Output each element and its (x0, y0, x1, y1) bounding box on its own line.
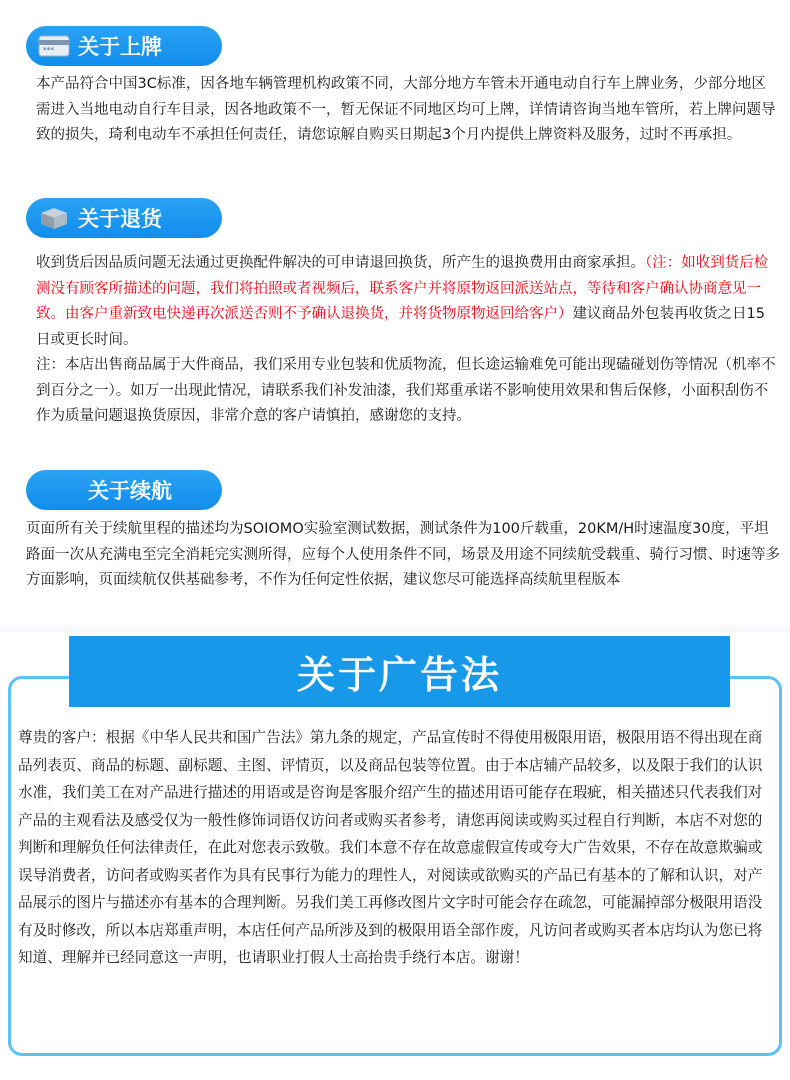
registration-paragraph: 本产品符合中国3C标准，因各地车辆管理机构政策不同，大部分地方车管未开通电动自行车上牌业务，少部分地区需进入当地电动自行车目录，因各地政策不一，暂无保证不同地区均可上牌，详情请咨询当地车管所，若上牌问题导致的损失，琦利电动车不承担任何责任，请您谅解自购买日期起3个月内提供上牌资料及服务，过时不再承担。 (36, 76, 776, 143)
id-card-icon (38, 34, 70, 58)
registration-title: 关于上牌 (78, 35, 162, 59)
package-box-icon (38, 206, 70, 230)
returns-body (36, 251, 776, 430)
ad-law-paragraph: 尊贵的客户：根据《中华人民共和国广告法》第九条的规定，产品宣传时不得使用极限用语，极限用语不得出现在商品列表页、商品的标题、副标题、主图、评情页，以及商品包装等位置。由于本店辅产品较多，以及限于我们的认识水准，我们美工在对产品进行描述的用语或是咨询是客服介绍产生的描述用语可能存在瑕疵，相关描述只代表我们对产品的主观看法及感受仅为一般性修饰词语仅访问者或购买者参考，请您再阅读或购买过程自行判断，本店不对您的判断和理解负任何法律责任，在此对您表示致敬。我们本意不存在故意虚假宣传或夸大广告效果，不存在故意欺骗或误导消费者，访问者或购买者作为具有民事行为能力的理性人，对阅读或欲购买的产品已有基本的了解和认识，对产品展示的图片与描述亦有基本的合理判断。另我们美工再修改图片文字时可能会存在疏忽，可能漏掉部分极限用语没有及时修改，所以本店郑重声明，本店任何产品所涉及到的极限用语全部作废，凡访问者或购买者本店均认为您已将知道、理解并已经同意这一声明，也请职业打假人士高抬贵手绕行本店。谢谢！ (18, 729, 763, 966)
range-body (26, 517, 782, 594)
returns-packaging-note: 注：本店出售商品属于大件商品，我们采用专业包装和优质物流，但长途运输难免可能出现磕碰划伤等情况（机率不到百分之一）。如万一出现此情况，请联系我们补发油漆，我们郑重承诺不影响使用效果和售后保修，小面积刮伤不作为质量问题退换货原因，非常介意的客户请慎拍，感谢您的支持。 (36, 357, 776, 424)
svg-text:***: *** (43, 46, 54, 54)
returns-heading (26, 198, 222, 238)
registration-heading (26, 26, 222, 66)
returns-after-note: 建议商品外包装再收货之日15日或更长时间。 (36, 306, 765, 348)
returns-line: 收到货后因品质问题无法通过更换配件解决的可申请退回换货，所产生的退换费用由商家承担。 (36, 255, 645, 271)
section-divider (0, 622, 790, 632)
returns-title: 关于退货 (78, 207, 162, 231)
ad-law-title: 关于广告法 (296, 653, 502, 697)
range-title: 关于续航 (88, 479, 172, 503)
range-heading (26, 470, 222, 510)
range-paragraph: 页面所有关于续航里程的描述均为SOIOMO实验室测试数据，测试条件为100斤载重，20KM/H时速温度30度，平坦路面一次从充满电至完全消耗完实测所得，应每个人使用条件不同，场景及用途不同续航受载重、骑行习惯、时速等多方面影响，页面续航仅供基础参考，不作为任何定性依据，建议您尽可能选择高续航里程版本 (26, 521, 780, 588)
returns-red-note: （注：如收到货后检测没有顾客所描述的问题，我们将拍照或者视频后，联系客户并将原物返回派送站点，等待和客户确认协商意见一致。由客户重新致电快递再次派送否则不予确认退换货，并将货物原物返回给客户） (36, 255, 769, 322)
registration-body (36, 72, 776, 149)
ad-law-banner (69, 636, 730, 707)
